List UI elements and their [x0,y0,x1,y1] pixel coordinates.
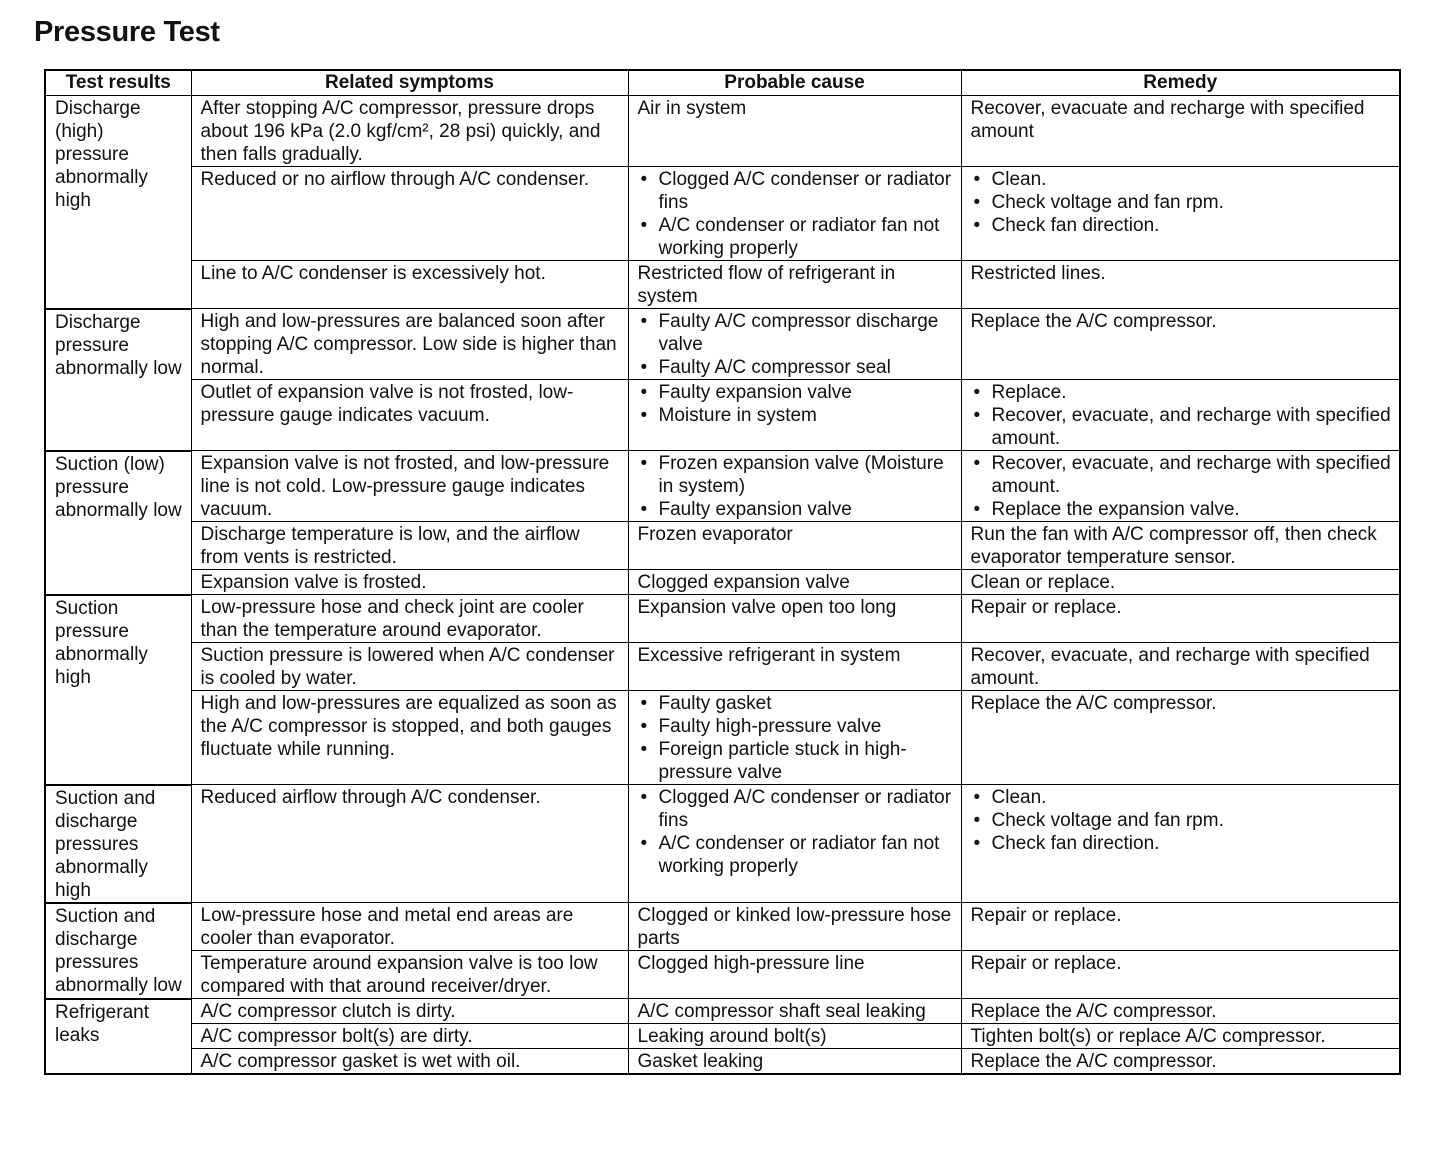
cause-cell: Clogged expansion valve [628,570,961,595]
remedy-cell: Repair or replace. [961,595,1400,643]
bullet-item: • Faulty A/C compressor seal [638,356,953,379]
cause-cell: A/C compressor shaft seal leaking [628,999,961,1024]
remedy-cell [961,451,1400,522]
test-result-cell: Suction pressure abnormally high [45,595,191,785]
test-result-cell: Discharge (high) pressure abnormally high [45,96,191,309]
remedy-cell-list [971,452,1392,521]
remedy-cell: Replace the A/C compressor. [961,1049,1400,1075]
bullet-item: • Moisture in system [638,404,953,427]
table-row [45,999,1400,1024]
table-row [45,167,1400,261]
table-row [45,643,1400,691]
table-row [45,261,1400,309]
symptom-cell: Low-pressure hose and check joint are cooler than the temperature around evaporator. [191,595,628,643]
symptom-cell: Expansion valve is frosted. [191,570,628,595]
cause-cell: Air in system [628,96,961,167]
test-result-cell: Suction (low) pressure abnormally low [45,451,191,595]
remedy-cell [961,785,1400,903]
cause-cell [628,380,961,451]
test-result-cell: Discharge pressure abnormally low [45,309,191,451]
table-row [45,903,1400,951]
cause-cell [628,691,961,785]
table-header-row [45,70,1400,96]
cause-cell: Clogged high-pressure line [628,951,961,999]
symptom-cell: A/C compressor clutch is dirty. [191,999,628,1024]
cause-cell: Leaking around bolt(s) [628,1024,961,1049]
cause-cell [628,309,961,380]
symptom-cell: Line to A/C condenser is excessively hot. [191,261,628,309]
remedy-cell: Tighten bolt(s) or replace A/C compressor. [961,1024,1400,1049]
bullet-item: • Clean. [971,786,1392,809]
table-row [45,96,1400,167]
table-row [45,570,1400,595]
symptom-cell: High and low-pressures are equalized as soon as the A/C compressor is stopped, and both gauges fluctuate while running. [191,691,628,785]
table-row [45,309,1400,380]
remedy-cell [961,167,1400,261]
remedy-cell-list [971,381,1392,450]
symptom-cell: A/C compressor bolt(s) are dirty. [191,1024,628,1049]
remedy-cell: Restricted lines. [961,261,1400,309]
table-row [45,951,1400,999]
cause-cell [628,785,961,903]
cause-cell: Frozen evaporator [628,522,961,570]
cause-cell-list [638,786,953,878]
bullet-item: • Faulty expansion valve [638,498,953,521]
remedy-cell-list [971,168,1392,237]
table-row [45,785,1400,903]
table-row [45,691,1400,785]
header-remedy: Remedy [961,70,1400,96]
remedy-cell: Repair or replace. [961,903,1400,951]
cause-cell [628,451,961,522]
bullet-item: • Recover, evacuate, and recharge with specified amount. [971,404,1392,450]
table-row [45,595,1400,643]
bullet-item: • A/C condenser or radiator fan not working properly [638,832,953,878]
remedy-cell: Replace the A/C compressor. [961,999,1400,1024]
symptom-cell: Outlet of expansion valve is not frosted, low-pressure gauge indicates vacuum. [191,380,628,451]
test-result-cell: Suction and discharge pressures abnormally high [45,785,191,903]
symptom-cell: Reduced airflow through A/C condenser. [191,785,628,903]
cause-cell-list [638,168,953,260]
symptom-cell: After stopping A/C compressor, pressure drops about 196 kPa (2.0 kgf/cm², 28 psi) quickly, and then falls gradually. [191,96,628,167]
bullet-item: • Check fan direction. [971,214,1392,237]
table-row [45,522,1400,570]
cause-cell [628,167,961,261]
table-body [45,96,1400,1075]
bullet-item: • Clean. [971,168,1392,191]
bullet-item: • Faulty expansion valve [638,381,953,404]
bullet-item: • Foreign particle stuck in high-pressure valve [638,738,953,784]
remedy-cell: Recover, evacuate and recharge with specified amount [961,96,1400,167]
bullet-item: • A/C condenser or radiator fan not working properly [638,214,953,260]
remedy-cell: Replace the A/C compressor. [961,691,1400,785]
bullet-item: • Replace. [971,381,1392,404]
bullet-item: • Check voltage and fan rpm. [971,809,1392,832]
bullet-item: • Faulty gasket [638,692,953,715]
table-row [45,380,1400,451]
remedy-cell [961,380,1400,451]
symptom-cell: Temperature around expansion valve is too low compared with that around receiver/dryer. [191,951,628,999]
cause-cell-list [638,381,953,427]
bullet-item: • Faulty A/C compressor discharge valve [638,310,953,356]
cause-cell: Excessive refrigerant in system [628,643,961,691]
cause-cell: Gasket leaking [628,1049,961,1075]
symptom-cell: Expansion valve is not frosted, and low-pressure line is not cold. Low-pressure gauge indicates vacuum. [191,451,628,522]
bullet-item: • Clogged A/C condenser or radiator fins [638,168,953,214]
bullet-item: • Frozen expansion valve (Moisture in system) [638,452,953,498]
cause-cell: Clogged or kinked low-pressure hose parts [628,903,961,951]
table-row [45,451,1400,522]
page-title: Pressure Test [34,16,220,48]
cause-cell-list [638,310,953,379]
header-test-results: Test results [45,70,191,96]
remedy-cell: Replace the A/C compressor. [961,309,1400,380]
bullet-item: • Clogged A/C condenser or radiator fins [638,786,953,832]
cause-cell: Expansion valve open too long [628,595,961,643]
remedy-cell: Run the fan with A/C compressor off, then check evaporator temperature sensor. [961,522,1400,570]
symptom-cell: A/C compressor gasket is wet with oil. [191,1049,628,1075]
test-result-cell: Suction and discharge pressures abnormally low [45,903,191,999]
symptom-cell: Reduced or no airflow through A/C condenser. [191,167,628,261]
cause-cell-list [638,452,953,521]
table-row [45,1049,1400,1075]
cause-cell: Restricted flow of refrigerant in system [628,261,961,309]
test-result-cell: Refrigerant leaks [45,999,191,1075]
symptom-cell: Discharge temperature is low, and the airflow from vents is restricted. [191,522,628,570]
bullet-item: • Recover, evacuate, and recharge with specified amount. [971,452,1392,498]
header-related-symptoms: Related symptoms [191,70,628,96]
symptom-cell: Suction pressure is lowered when A/C condenser is cooled by water. [191,643,628,691]
bullet-item: • Check voltage and fan rpm. [971,191,1392,214]
bullet-item: • Replace the expansion valve. [971,498,1392,521]
remedy-cell: Recover, evacuate, and recharge with specified amount. [961,643,1400,691]
bullet-item: • Faulty high-pressure valve [638,715,953,738]
symptom-cell: High and low-pressures are balanced soon after stopping A/C compressor. Low side is higher than normal. [191,309,628,380]
table-row [45,1024,1400,1049]
cause-cell-list [638,692,953,784]
remedy-cell-list [971,786,1392,855]
symptom-cell: Low-pressure hose and metal end areas are cooler than evaporator. [191,903,628,951]
pressure-test-table [44,69,1401,1075]
remedy-cell: Clean or replace. [961,570,1400,595]
header-probable-cause: Probable cause [628,70,961,96]
remedy-cell: Repair or replace. [961,951,1400,999]
bullet-item: • Check fan direction. [971,832,1392,855]
